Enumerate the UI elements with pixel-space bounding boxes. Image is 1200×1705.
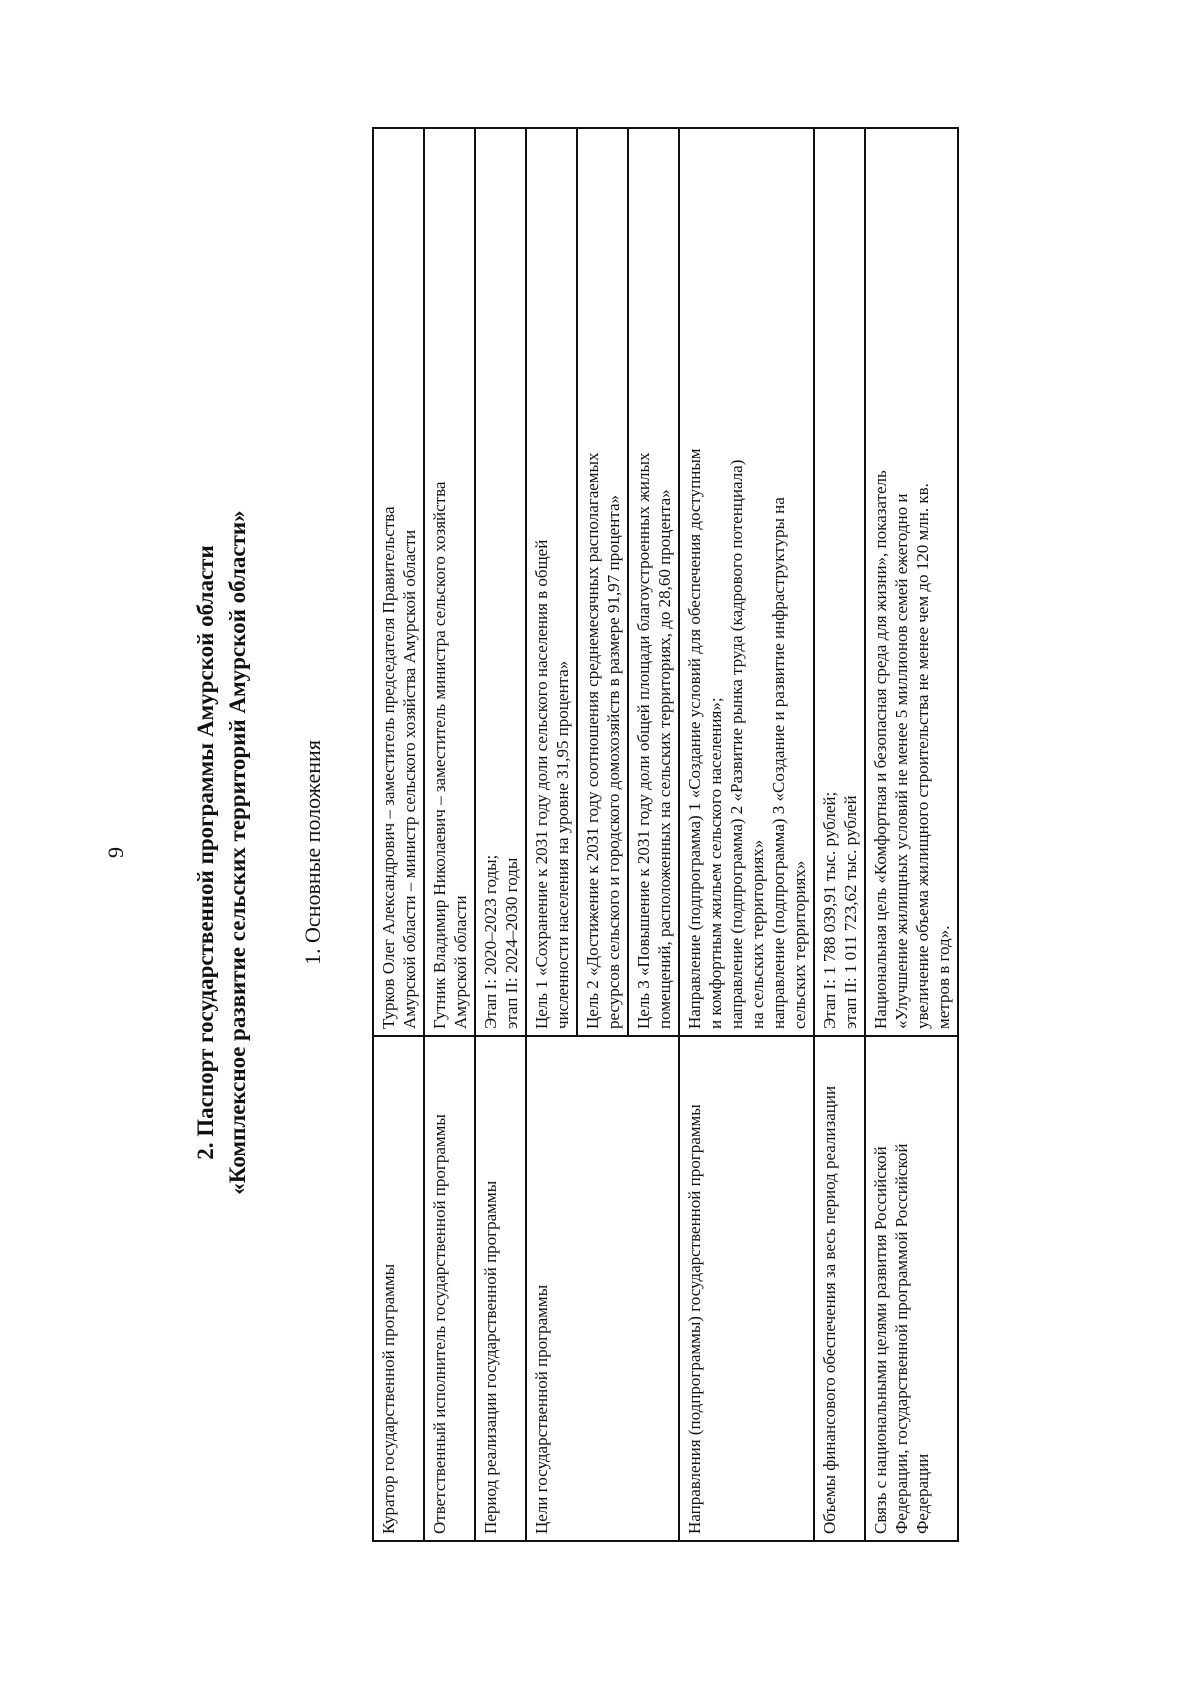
table-row-national-goals (865, 128, 958, 1541)
page-number: 9 (103, 847, 128, 858)
value-line: и комфортным жильем сельского населения»; (706, 697, 725, 1029)
value-line: на сельских территориях» (748, 839, 767, 1029)
row-value (373, 128, 424, 1036)
table-row-financing (814, 128, 865, 1541)
row-value (865, 128, 958, 1036)
label-line: Связь с национальными целями развития Российской (871, 1146, 890, 1534)
value-line: Гутник Владимир Николаевич – заместитель министра сельского хозяйства (430, 481, 449, 1029)
value-line: Цель 2 «Достижение к 2031 году соотношения среднемесячных располагаемых (583, 452, 602, 1029)
table-row-executor (424, 128, 475, 1541)
value-line: Национальная цель «Комфортная и безопасная среда для жизни», показатель (871, 470, 890, 1029)
value-line: «Улучшение жилищных условий не менее 5 миллионов семей ежегодно и (892, 493, 911, 1029)
value-line: метров в год». (934, 925, 953, 1029)
label-line: Федерации, государственной программой Российской (892, 1143, 911, 1534)
row-value (679, 128, 814, 1036)
table-row-period (475, 128, 526, 1541)
value-line: направление (подпрограмма) 2 «Развитие рынка труда (кадрового потенциала) (727, 459, 746, 1029)
label-line: Федерации (913, 1453, 932, 1534)
row-label: Период реализации государственной программы (475, 1036, 526, 1541)
value-line: Направление (подпрограмма) 1 «Создание условий для обеспечения доступным (685, 448, 704, 1029)
table-row-directions (679, 128, 814, 1541)
value-line: этап II: 1 011 723,62 тыс. рублей (841, 795, 860, 1029)
goal-cell-1 (526, 128, 577, 1036)
document-title (190, 0, 254, 1705)
value-line: направление (подпрограмма) 3 «Создание и развитие инфраструктуры на (769, 497, 788, 1029)
row-label: Направления (подпрограммы) государственной программы (679, 1036, 814, 1541)
value-line: численности населения на уровне 31,95 процента» (553, 660, 572, 1029)
title-line-1: 2. Паспорт государственной программы Амурской области (193, 545, 218, 1160)
value-line: Цель 1 «Сохранение к 2031 году доли сельского населения в общей (532, 539, 551, 1029)
value-line: ресурсов сельского и городского домохозяйств в размере 91,97 процента» (604, 495, 623, 1029)
row-label: Объемы финансового обеспечения за весь период реализации (814, 1036, 865, 1541)
row-value (814, 128, 865, 1036)
value-line: Этап I: 2020–2023 годы; (481, 854, 500, 1029)
passport-table (372, 127, 959, 1542)
row-label (865, 1036, 958, 1541)
row-label: Цели государственной программы (526, 1036, 679, 1541)
goal-cell-2 (577, 128, 628, 1036)
value-line: Цель 3 «Повышение к 2031 году доли общей площади благоустроенных жилых (634, 452, 653, 1029)
value-line: Этап I: 1 788 039,91 тыс. рублей; (820, 791, 839, 1029)
table-row-curator (373, 128, 424, 1541)
row-value (424, 128, 475, 1036)
value-line: этап II: 2024–2030 годы (502, 857, 521, 1029)
value-line: Амурской области (451, 895, 470, 1029)
row-label: Ответственный исполнитель государственной программы (424, 1036, 475, 1541)
value-line: сельских территориях» (790, 860, 809, 1029)
goal-cell-3 (628, 128, 679, 1036)
section-heading: 1. Основные положения (300, 740, 325, 965)
value-line: увеличение объема жилищного строительства не менее чем до 120 млн. кв. (913, 483, 932, 1029)
row-label: Куратор государственной программы (373, 1036, 424, 1541)
title-line-2: «Комплексное развитие сельских территорий Амурской области» (225, 510, 250, 1195)
row-value (475, 128, 526, 1036)
value-line: помещений, расположенных на сельских территориях, до 28,60 процента» (655, 489, 674, 1029)
value-line: Турков Олег Александрович – заместитель председателя Правительства (379, 506, 398, 1029)
table-row-goals (526, 128, 577, 1541)
value-line: Амурской области – министр сельского хозяйства Амурской области (400, 529, 419, 1029)
